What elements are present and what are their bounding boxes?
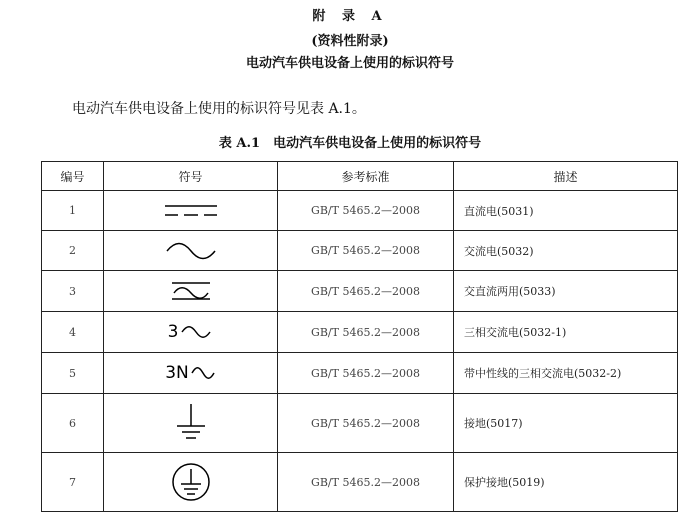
table-row — [42, 453, 678, 512]
row-description: 直流电(5031) — [454, 191, 678, 231]
row-standard: GB/T 5465.2—2008 — [278, 231, 454, 271]
ground-icon — [171, 400, 211, 446]
symbol-cell — [104, 353, 278, 394]
row-no: 3 — [42, 271, 104, 312]
table-caption: 表 A.1 电动汽车供电设备上使用的标识符号 — [218, 136, 482, 151]
symbol-label: 3N — [165, 363, 189, 383]
table-header-row — [42, 162, 678, 191]
symbol-label: 3 — [167, 322, 179, 342]
row-description: 保护接地(5019) — [454, 453, 678, 512]
table-row — [42, 312, 678, 353]
symbol-cell — [104, 394, 278, 453]
appendix-nature: (资料性附录) — [311, 34, 389, 49]
row-standard: GB/T 5465.2—2008 — [278, 453, 454, 512]
table-row — [42, 271, 678, 312]
protective-earth-icon — [169, 460, 213, 504]
alternating-current-icon — [161, 241, 221, 261]
symbol-cell — [104, 271, 278, 312]
ac-wave-icon — [190, 365, 216, 381]
three-phase-ac-icon — [104, 322, 277, 342]
row-no: 5 — [42, 353, 104, 394]
header-symbol: 符号 — [104, 162, 278, 191]
row-no: 7 — [42, 453, 104, 512]
row-standard: GB/T 5465.2—2008 — [278, 353, 454, 394]
appendix-title: 电动汽车供电设备上使用的标识符号 — [245, 56, 454, 71]
row-description: 带中性线的三相交流电(5032-2) — [454, 353, 678, 394]
table-row — [42, 231, 678, 271]
row-description: 三相交流电(5032-1) — [454, 312, 678, 353]
table-row — [42, 191, 678, 231]
header-standard: 参考标准 — [278, 162, 454, 191]
header-no: 编号 — [42, 162, 104, 191]
row-standard: GB/T 5465.2—2008 — [278, 271, 454, 312]
symbol-cell — [104, 231, 278, 271]
ac-wave-icon — [179, 324, 213, 340]
row-standard: GB/T 5465.2—2008 — [278, 394, 454, 453]
appendix-label: 附 录 A — [312, 9, 388, 24]
symbol-cell — [104, 453, 278, 512]
symbol-cell — [104, 191, 278, 231]
row-no: 1 — [42, 191, 104, 231]
row-description: 交直流两用(5033) — [454, 271, 678, 312]
header-description: 描述 — [454, 162, 678, 191]
row-description: 接地(5017) — [454, 394, 678, 453]
direct-current-icon — [161, 203, 221, 219]
row-no: 6 — [42, 394, 104, 453]
row-standard: GB/T 5465.2—2008 — [278, 191, 454, 231]
table-row — [42, 353, 678, 394]
row-description: 交流电(5032) — [454, 231, 678, 271]
row-no: 4 — [42, 312, 104, 353]
row-standard: GB/T 5465.2—2008 — [278, 312, 454, 353]
symbol-cell — [104, 312, 278, 353]
table-row — [42, 394, 678, 453]
row-no: 2 — [42, 231, 104, 271]
ac-dc-icon — [166, 279, 216, 303]
symbols-table — [41, 161, 678, 512]
three-phase-neutral-ac-icon — [104, 363, 277, 383]
intro-paragraph: 电动汽车供电设备上使用的标识符号见表 A.1。 — [72, 101, 366, 117]
